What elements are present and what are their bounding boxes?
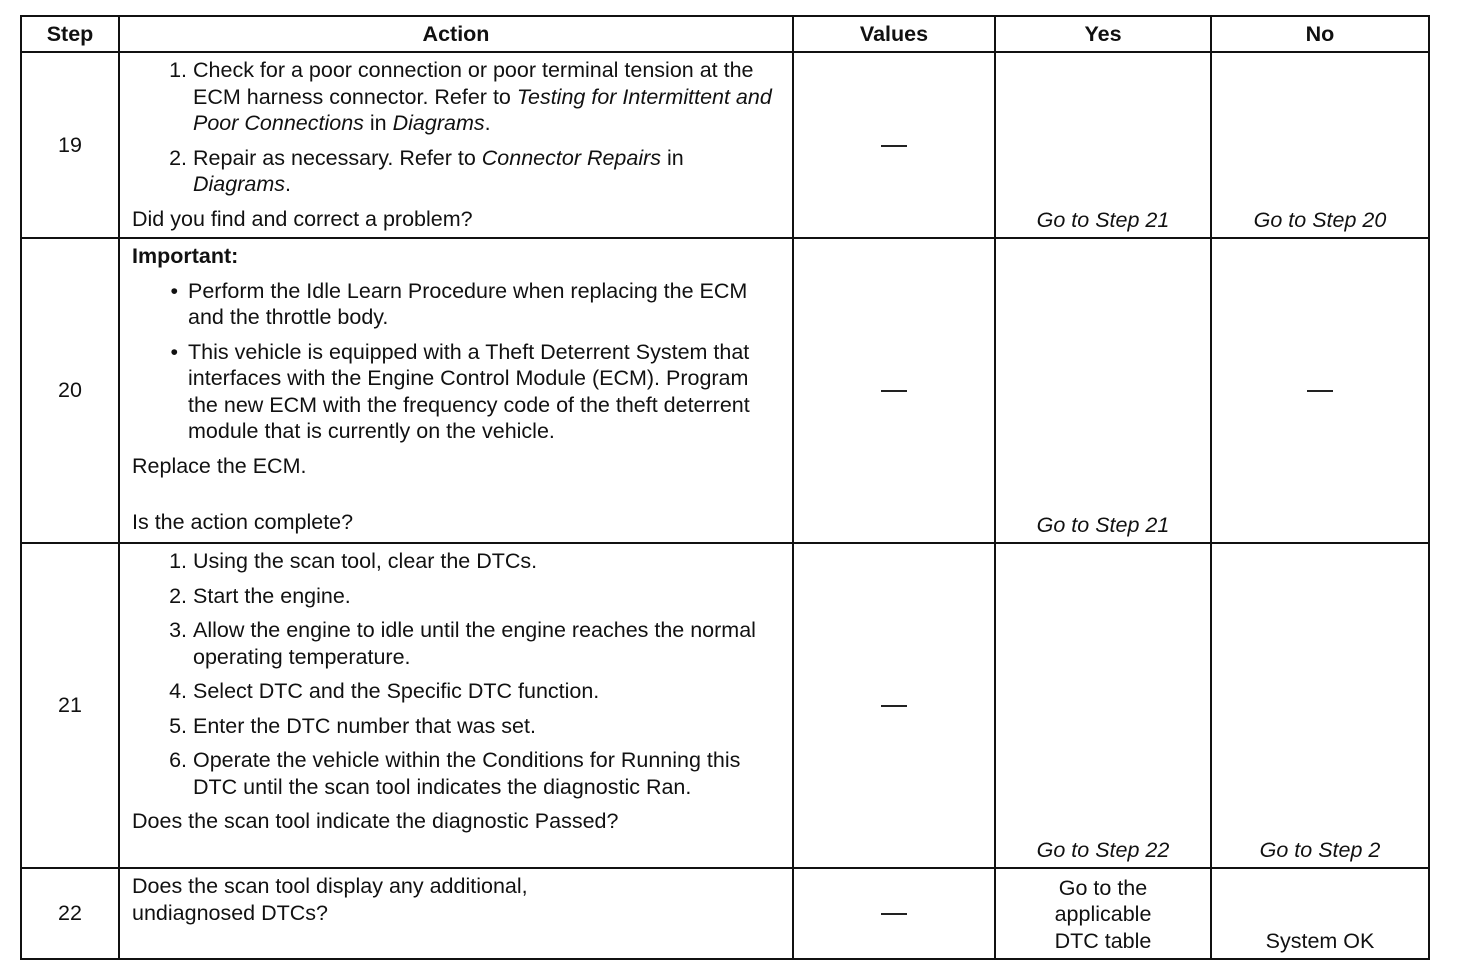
reference-link-text: Diagrams (193, 172, 285, 196)
item-text: Select DTC and the Specific DTC function. (193, 679, 600, 703)
list-item (132, 339, 782, 445)
reference-link-text: Diagrams (392, 111, 485, 135)
dash-mark (881, 145, 907, 147)
item-text (193, 145, 782, 198)
header-step: Step (21, 16, 119, 52)
list-item (132, 617, 782, 670)
item-number: 1. (169, 58, 187, 82)
bullet-icon: • (170, 278, 178, 303)
header-values: Values (793, 16, 995, 52)
reference-link-text: Connector Repairs (481, 145, 662, 170)
action-cell (119, 543, 793, 868)
item-text: Using the scan tool, clear the DTCs. (193, 549, 538, 573)
no-cell: Go to Step 20 (1211, 52, 1429, 238)
values-cell (793, 52, 995, 238)
item-number: 6. (169, 748, 187, 772)
table-row-step-22 (21, 868, 1429, 959)
list-item (132, 57, 782, 137)
item-text: Enter the DTC number that was set. (193, 713, 536, 738)
yes-cell: Go to Step 21 (995, 238, 1211, 543)
item-number: 3. (169, 618, 187, 642)
question-text: Is the action complete? (132, 510, 354, 534)
yes-cell (995, 868, 1211, 959)
item-text: Start the engine. (193, 583, 351, 608)
question-text: Does the scan tool indicate the diagnostic Passed? (132, 809, 619, 833)
action-cell (119, 52, 793, 238)
item-text: This vehicle is equipped with a Theft Deterrent System that interfaces with the Engine Control Module (ECM). Program the new ECM with the frequency code of the theft deterrent module that is currently on the vehicle. (188, 339, 750, 443)
table-row-step-19 (21, 52, 1429, 238)
question-text: Does the scan tool display any additional, undiagnosed DTCs? (132, 874, 528, 925)
header-yes: Yes (995, 16, 1211, 52)
step-number: 19 (21, 52, 119, 238)
list-item (132, 548, 782, 575)
item-text: Allow the engine to idle until the engine reaches the normal operating temperature. (193, 618, 756, 669)
step-number: 22 (21, 868, 119, 959)
reference-link-text: Testing for Intermittent and Poor Connections (193, 84, 772, 135)
no-cell (1211, 238, 1429, 543)
list-item (132, 583, 782, 610)
dash-mark (1307, 390, 1333, 392)
yes-cell: Go to Step 22 (995, 543, 1211, 868)
no-cell: System OK (1211, 868, 1429, 959)
bullet-icon: • (170, 339, 178, 364)
text-run: in (363, 111, 393, 135)
item-text (193, 57, 782, 137)
text-run: in (661, 145, 684, 170)
header-no: No (1211, 16, 1429, 52)
list-item (132, 278, 782, 331)
values-cell (793, 543, 995, 868)
dash-mark (881, 913, 907, 915)
item-number: 1. (169, 549, 187, 573)
list-item (132, 713, 782, 740)
values-cell (793, 238, 995, 543)
important-label: Important: (132, 244, 239, 268)
instruction-text: Replace the ECM. (132, 453, 307, 478)
question-text: Did you find and correct a problem? (132, 206, 473, 231)
yes-cell: Go to Step 21 (995, 52, 1211, 238)
header-row (21, 16, 1429, 52)
step-number: 20 (21, 238, 119, 543)
yes-text: Go to the applicable DTC table (1054, 875, 1152, 953)
text-run: . (285, 172, 291, 196)
list-item (132, 145, 782, 198)
item-number: 4. (169, 679, 187, 703)
step-number: 21 (21, 543, 119, 868)
values-cell (793, 868, 995, 959)
dash-mark (881, 705, 907, 707)
item-text: Operate the vehicle within the Conditions for Running this DTC until the scan tool indicates the diagnostic Ran. (193, 748, 741, 799)
item-number: 2. (169, 145, 187, 170)
text-run: . (484, 111, 491, 135)
item-text: Perform the Idle Learn Procedure when replacing the ECM and the throttle body. (188, 278, 748, 329)
item-number: 5. (169, 713, 187, 738)
action-cell (119, 238, 793, 543)
list-item (132, 678, 782, 705)
spacer (132, 479, 782, 509)
table-row-step-21 (21, 543, 1429, 868)
text-run: Check for a poor connection or poor terminal tension at the ECM harness connector. Refer to (193, 58, 754, 109)
text-run: Repair as necessary. Refer to (193, 145, 482, 170)
header-action: Action (119, 16, 793, 52)
item-number: 2. (169, 583, 187, 608)
diagnostic-table (20, 15, 1430, 960)
no-cell: Go to Step 2 (1211, 543, 1429, 868)
list-item (132, 747, 782, 800)
action-cell (119, 868, 793, 959)
dash-mark (881, 390, 907, 392)
table-row-step-20 (21, 238, 1429, 543)
